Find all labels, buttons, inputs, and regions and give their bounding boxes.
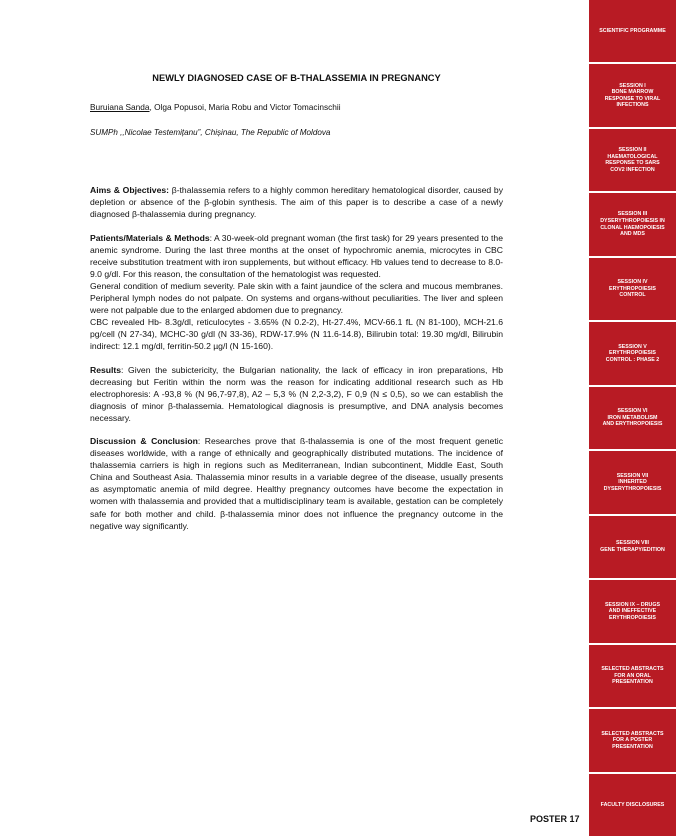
abstract-document — [90, 72, 503, 543]
patients-paragraph — [90, 232, 503, 280]
sidebar-item-faculty-disclosures[interactable]: FACULTY DISCLOSURES — [589, 774, 676, 836]
results-paragraph — [90, 364, 503, 424]
co-authors: , Olga Popusoi, Maria Robu and Victor Tomacinschii — [149, 102, 341, 113]
discussion-text: : Researches prove that ß-thalassemia is one of the most frequent genetic diseases worldwide, with a range of ethnically and geographically distributed mutations. The incidence of thalassemia carriers is high in regions such as Mediterranean, Indian subcontinent, Middle East, South China and Southeast Asia. Thalassemia minor results in a variable degree of the disease, usually presents as asymptomatic anemia of mild degree. Healthy pregnancy outcomes have become the expectation in women with thalassemia and provided that a multidisciplinary team is available, gestation can be completely safe for both mother and child. β-thalassemia minor does not influence the pregnancy outcome in the negative way significantly. — [90, 435, 503, 531]
sidebar-item-poster-abstracts[interactable]: SELECTED ABSTRACTS FOR A POSTER PRESENTATION — [589, 709, 676, 771]
affiliation: SUMPh ,,Nicolae Testemițanu”, Chișinau, The Republic of Moldova — [90, 128, 331, 138]
sidebar-item-scientific-programme[interactable]: SCIENTIFIC PROGRAMME — [589, 0, 676, 62]
cbc-paragraph: CBC revealed Hb- 8.3g/dl, reticulocytes - 3.65% (N 0.2-2), Ht-27.4%, MCV-66.1 fL (N 81-100), MCH-21.6 pg/cell (N 27-34), MCHC-30 g/dl (N 33-36), RDW-17.9% (N 11.6-14.8), Bilirubin total: 19.30 mg/dl, Bilirubin indirect: 12.1 mg/dl, ferritin-50.2 µg/l (N 15-160). — [90, 317, 503, 352]
sidebar-item-session-2[interactable]: SESSION II HAEMATOLOGICAL RESPONSE TO SARS COV2 INFECTION — [589, 129, 676, 191]
section-sidebar — [589, 0, 676, 836]
discussion-heading: Discussion & Conclusion — [90, 435, 198, 446]
sidebar-item-session-8[interactable]: SESSION VIII GENE THERAPY/EDITION — [589, 516, 676, 578]
poster-number-label: POSTER 17 — [530, 814, 580, 824]
sidebar-item-session-6[interactable]: SESSION VI IRON METABOLISM AND ERYTHROPOIESIS — [589, 387, 676, 449]
sidebar-item-session-7[interactable]: SESSION VII INHERITED DYSERYTHROPOIESIS — [589, 451, 676, 513]
aims-paragraph — [90, 184, 503, 220]
discussion-paragraph — [90, 435, 503, 532]
author-list — [90, 101, 503, 113]
sidebar-item-session-4[interactable]: SESSION IV ERYTHROPOIESIS CONTROL — [589, 258, 676, 320]
general-condition-paragraph: General condition of medium severity. Pale skin with a faint jaundice of the sclera and mucous membranes. Peripheral lymph nodes do not palpate. On systems and organs-without peculiarities. The liver and spleen were not palpable due to the enlarged abdomen due to pregnancy. — [90, 280, 503, 316]
sidebar-item-oral-abstracts[interactable]: SELECTED ABSTRACTS FOR AN ORAL PRESENTATION — [589, 645, 676, 707]
sidebar-item-session-5[interactable]: SESSION V ERYTHROPOIESIS CONTROL : PHASE 2 — [589, 322, 676, 384]
patients-heading: Patients/Materials & Methods — [90, 232, 210, 243]
abstract-title: NEWLY DIAGNOSED CASE OF Β-THALASSEMIA IN PREGNANCY — [152, 73, 441, 83]
aims-text: β-thalassemia refers to a highly common hereditary hematological disorder, caused by depletion or absence of the β-globin synthesis. The aim of this paper is to describe a case of a newly diagnosed β-thalassemia during pregnancy. — [90, 185, 504, 220]
sidebar-item-session-9[interactable]: SESSION IX – DRUGS AND INEFFECTIVE ERYTHROPOIESIS — [589, 580, 676, 642]
patients-text: : A 30-week-old pregnant woman (the first task) for 29 years presented to the anemic syndrome. During the last three months at the onset of hypochromic anemia, microcytes in CBC receive substitution treatment with iron supplements, but without efficacy. Hb values tend to decrease to 8.0-9.0 g/dl. For this reason, the consultation of the hematologist was requested. — [90, 232, 503, 279]
presenting-author: Buruiana Sanda — [90, 102, 150, 113]
sidebar-item-session-3[interactable]: SESSION III DYSERYTHROPOIESIS IN CLONAL HAEMOPOIESIS AND MDS — [589, 193, 676, 255]
sidebar-item-session-1[interactable]: SESSION I BONE MARROW RESPONSE TO VIRAL INFECTIONS — [589, 64, 676, 126]
aims-heading: Aims & Objectives: — [90, 185, 170, 196]
results-heading: Results — [90, 364, 122, 375]
results-text: : Given the subictericity, the Bulgarian nationality, the lack of efficacy in iron preparations, Hb decreasing but Feritin within the norm was the reason for indicating additional research such as Hb electrophoresis: A -93,8 % (N 96,7-97,8), A2 – 5,3 % (N 2,2-3,2), F 0,9 (N ≤ 0,5), so we can establish the diagnosis of minor β-thalassemia. Hematological diagnosis is presumptive, and DNA analysis becomes necessary. — [90, 364, 503, 423]
